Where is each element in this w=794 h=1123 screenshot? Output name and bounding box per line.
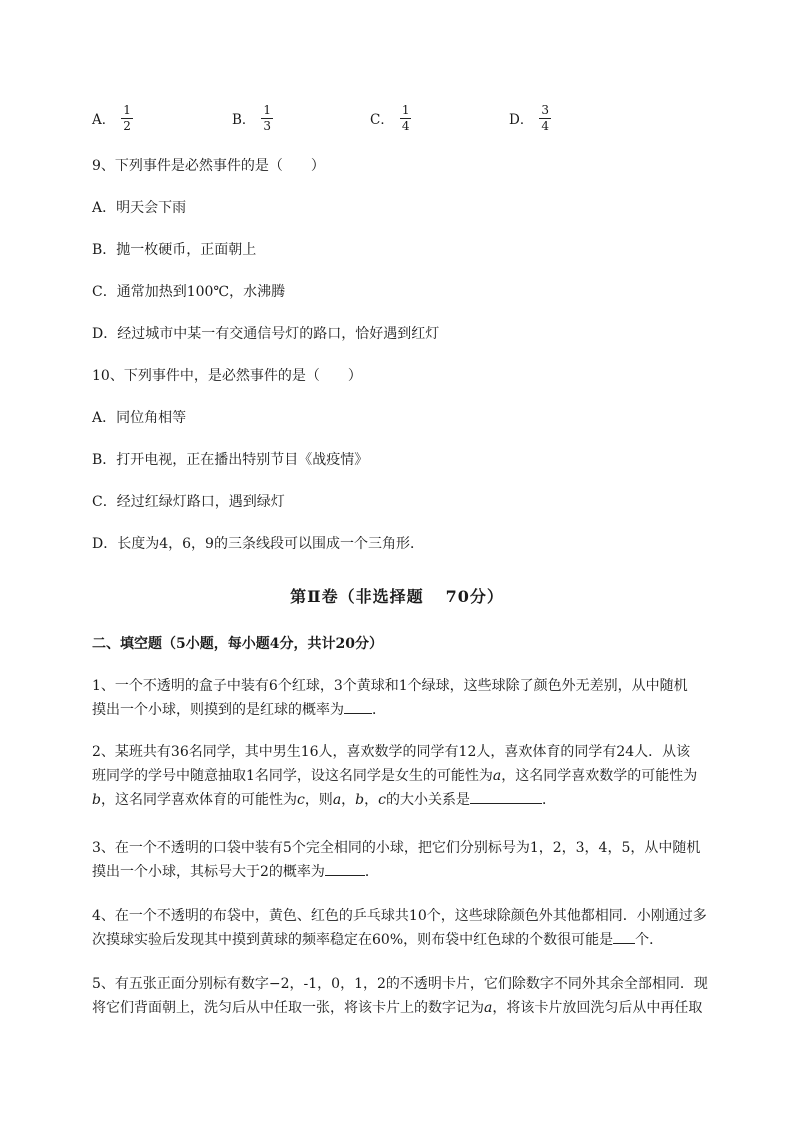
answer-blank[interactable] bbox=[325, 861, 365, 876]
variable-a: a bbox=[484, 1000, 493, 1016]
question-10-stem: 10、下列事件中，是必然事件的是（ ） bbox=[92, 368, 362, 384]
numerator: 1 bbox=[401, 102, 410, 117]
fill-q2-text-e: 的大小关系是 bbox=[385, 792, 470, 808]
fill-q2-text-b: ，这名同学喜欢数学的可能性为 bbox=[501, 768, 698, 784]
q9-option-a[interactable]: A．明天会下雨 bbox=[92, 200, 187, 216]
question-9-stem: 9、下列事件是必然事件的是（ ） bbox=[92, 158, 325, 174]
fraction bbox=[121, 104, 133, 133]
fill-question-1 bbox=[92, 674, 742, 722]
q9-option-c[interactable]: C．通常加热到100℃，水沸腾 bbox=[92, 284, 286, 300]
fill-q1-text: 摸出一个小球，则摸到的是红球的概率为 bbox=[92, 702, 344, 718]
choice-letter: B． bbox=[232, 112, 256, 128]
fill-q5-line1: 5、有五张正面分别标有数字−2，-1，0，1，2的不透明卡片，它们除数字不同外其余全部相同．现 bbox=[92, 976, 708, 992]
fill-question-3 bbox=[92, 836, 742, 884]
fraction bbox=[400, 104, 412, 133]
fill-q2-line2 bbox=[92, 764, 742, 788]
fill-q5-line2 bbox=[92, 996, 742, 1020]
fill-q3-end: ． bbox=[364, 864, 379, 880]
numerator: 1 bbox=[123, 102, 131, 117]
choice-letter: A． bbox=[92, 112, 116, 128]
fill-question-2 bbox=[92, 740, 742, 812]
fill-q5-text-b: ，将该卡片放回洗匀后从中再任取 bbox=[492, 1000, 703, 1016]
answer-blank[interactable] bbox=[344, 699, 372, 714]
variable-c: c bbox=[296, 792, 305, 808]
numerator: 3 bbox=[541, 102, 549, 117]
answer-blank[interactable] bbox=[613, 929, 635, 944]
choice-letter: C． bbox=[370, 112, 394, 128]
fill-q4-text: 次摸球实验后发现其中摸到黄球的频率稳定在60%，则布袋中红色球的个数很可能是 bbox=[92, 932, 614, 948]
fill-q4-end: 个． bbox=[635, 932, 664, 948]
section-score: 70分） bbox=[445, 587, 504, 606]
fill-q1-line1: 1、一个不透明的盒子中装有6个红球，3个黄球和1个绿球，这些球除了颜色外无差别，从中随机 bbox=[92, 678, 688, 694]
variable-a: a bbox=[492, 768, 502, 784]
fill-q3-line2 bbox=[92, 860, 742, 884]
section-title-text: 第Ⅱ卷（非选择题 bbox=[290, 587, 424, 606]
fill-q5-text-a: 将它们背面朝上，洗匀后从中任取一张，将该卡片上的数字记为 bbox=[92, 1000, 484, 1016]
variable-c: c bbox=[378, 792, 386, 808]
fill-q3-line1: 3、在一个不透明的口袋中装有5个完全相同的小球，把它们分别标号为1，2，3，4，5，从中随机 bbox=[92, 840, 701, 856]
fill-question-4 bbox=[92, 904, 742, 952]
fill-q3-text: 摸出一个小球，其标号大于2的概率为 bbox=[92, 864, 325, 880]
separator: ， bbox=[341, 792, 356, 808]
q10-option-b[interactable]: B．打开电视，正在播出特别节目《战疫情》 bbox=[92, 452, 369, 468]
variable-b: b bbox=[355, 792, 365, 808]
denominator: 2 bbox=[123, 118, 131, 133]
answer-blank[interactable] bbox=[470, 789, 542, 804]
fill-q2-line1: 2、某班共有36名同学，其中男生16人，喜欢数学的同学有12人，喜欢体育的同学有24人．从该 bbox=[92, 744, 691, 760]
choice-b[interactable] bbox=[232, 100, 273, 136]
fill-q4-line2 bbox=[92, 928, 742, 952]
denominator: 4 bbox=[541, 118, 549, 133]
numerator: 1 bbox=[263, 102, 272, 117]
fill-question-5 bbox=[92, 972, 742, 1020]
fill-q4-line1: 4、在一个不透明的布袋中，黄色、红色的乒乓球共10个，这些球除颜色外其他都相同．小刚通过多 bbox=[92, 908, 707, 924]
denominator: 4 bbox=[401, 118, 410, 133]
variable-b: b bbox=[92, 792, 101, 808]
fill-q2-text-d: ，则 bbox=[304, 792, 333, 808]
section-title bbox=[0, 584, 794, 607]
q9-option-d[interactable]: D．经过城市中某一有交通信号灯的路口，恰好遇到红灯 bbox=[92, 326, 440, 342]
fill-q1-end: ． bbox=[372, 702, 386, 718]
fill-q2-text-a: 班同学的学号中随意抽取1名同学，设这名同学是女生的可能性为 bbox=[92, 768, 493, 784]
fill-q1-line2 bbox=[92, 698, 742, 722]
denominator: 3 bbox=[263, 118, 272, 133]
q10-option-d[interactable]: D．长度为4，6，9的三条线段可以围成一个三角形． bbox=[92, 536, 424, 552]
q10-option-c[interactable]: C．经过红绿灯路口，遇到绿灯 bbox=[92, 494, 285, 510]
fill-q2-line3 bbox=[92, 788, 742, 812]
choice-d[interactable] bbox=[509, 100, 551, 136]
variable-a: a bbox=[332, 792, 342, 808]
fraction bbox=[539, 104, 551, 133]
choice-c[interactable] bbox=[370, 100, 411, 136]
fill-in-heading: 二、填空题（5小题，每小题4分，共计20分） bbox=[92, 636, 383, 652]
separator: ， bbox=[364, 792, 379, 808]
q9-option-b[interactable]: B．抛一枚硬币，正面朝上 bbox=[92, 242, 257, 258]
q10-option-a[interactable]: A．同位角相等 bbox=[92, 410, 187, 426]
fill-q2-end: ． bbox=[541, 792, 556, 808]
fill-q2-text-c: ，这名同学喜欢体育的可能性为 bbox=[100, 792, 297, 808]
choice-letter: D． bbox=[509, 112, 534, 128]
fraction bbox=[261, 104, 273, 133]
choice-a[interactable] bbox=[92, 100, 133, 136]
